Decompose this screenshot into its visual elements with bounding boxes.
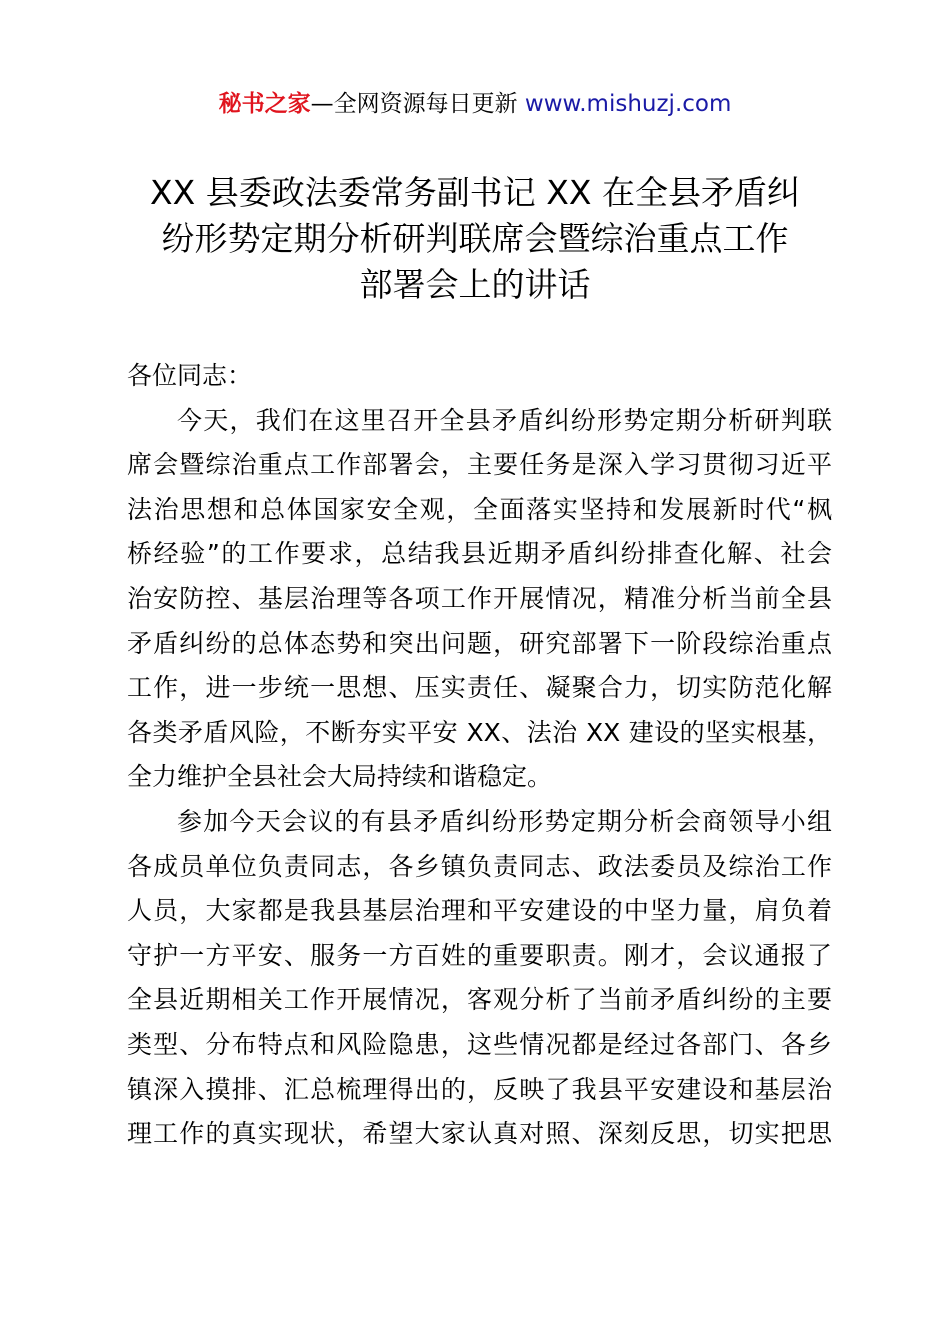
site-url-link[interactable]: www.mishuzj.com — [524, 91, 732, 117]
paragraph-line: 参加今天会议的有县矛盾纠纷形势定期分析会商领导小组 — [177, 806, 832, 836]
salutation: 各位同志： — [127, 361, 253, 390]
site-slogan: —全网资源每日更新 — [310, 91, 525, 117]
paragraph-line: 理工作的真实现状，希望大家认真对照、深刻反思，切实把思 — [127, 1119, 832, 1149]
site-header — [0, 88, 950, 120]
paragraph-line: 工作，进一步统一思想、压实责任、凝聚合力，切实防范化解 — [127, 673, 832, 703]
title-line: 纷形势定期分析研判联席会暨综治重点工作 — [161, 219, 789, 258]
paragraph-line: 镇深入摸排、汇总梳理得出的，反映了我县平安建设和基层治 — [127, 1074, 832, 1104]
paragraph-line: 各类矛盾风险，不断夯实平安 XX、法治 XX 建设的坚实根基， — [127, 717, 832, 747]
paragraph-line: 全县近期相关工作开展情况，客观分析了当前矛盾纠纷的主要 — [127, 985, 832, 1015]
paragraph-line: 全力维护全县社会大局持续和谐稳定。 — [127, 762, 553, 792]
paragraph-line: 类型、分布特点和风险隐患，这些情况都是经过各部门、各乡 — [127, 1029, 832, 1059]
paragraph-line: 治安防控、基层治理等各项工作开展情况，精准分析当前全县 — [127, 583, 832, 613]
paragraph-1 — [127, 399, 832, 800]
document-body — [127, 354, 832, 1157]
paragraph-line: 今天，我们在这里召开全县矛盾纠纷形势定期分析研判联 — [177, 405, 832, 435]
paragraph-line: 法治思想和总体国家安全观，全面落实坚持和发展新时代“枫 — [127, 494, 832, 524]
paragraph-line: 桥经验”的工作要求，总结我县近期矛盾纠纷排查化解、社会 — [127, 539, 832, 569]
paragraph-line: 矛盾纠纷的总体态势和突出问题，研究部署下一阶段综治重点 — [127, 628, 832, 658]
paragraph-line: 守护一方平安、服务一方百姓的重要职责。刚才，会议通报了 — [127, 940, 832, 970]
document-title — [110, 170, 840, 308]
paragraph-line: 席会暨综治重点工作部署会，主要任务是深入学习贯彻习近平 — [127, 450, 832, 480]
paragraph-line: 各成员单位负责同志，各乡镇负责同志、政法委员及综治工作 — [127, 851, 832, 881]
paragraph-2 — [127, 800, 832, 1157]
title-line: 部署会上的讲话 — [359, 265, 591, 304]
title-line: XX 县委政法委常务副书记 XX 在全县矛盾纠 — [150, 173, 800, 212]
paragraph-line: 人员，大家都是我县基层治理和平安建设的中坚力量，肩负着 — [127, 896, 832, 926]
site-name: 秘书之家 — [218, 91, 311, 117]
